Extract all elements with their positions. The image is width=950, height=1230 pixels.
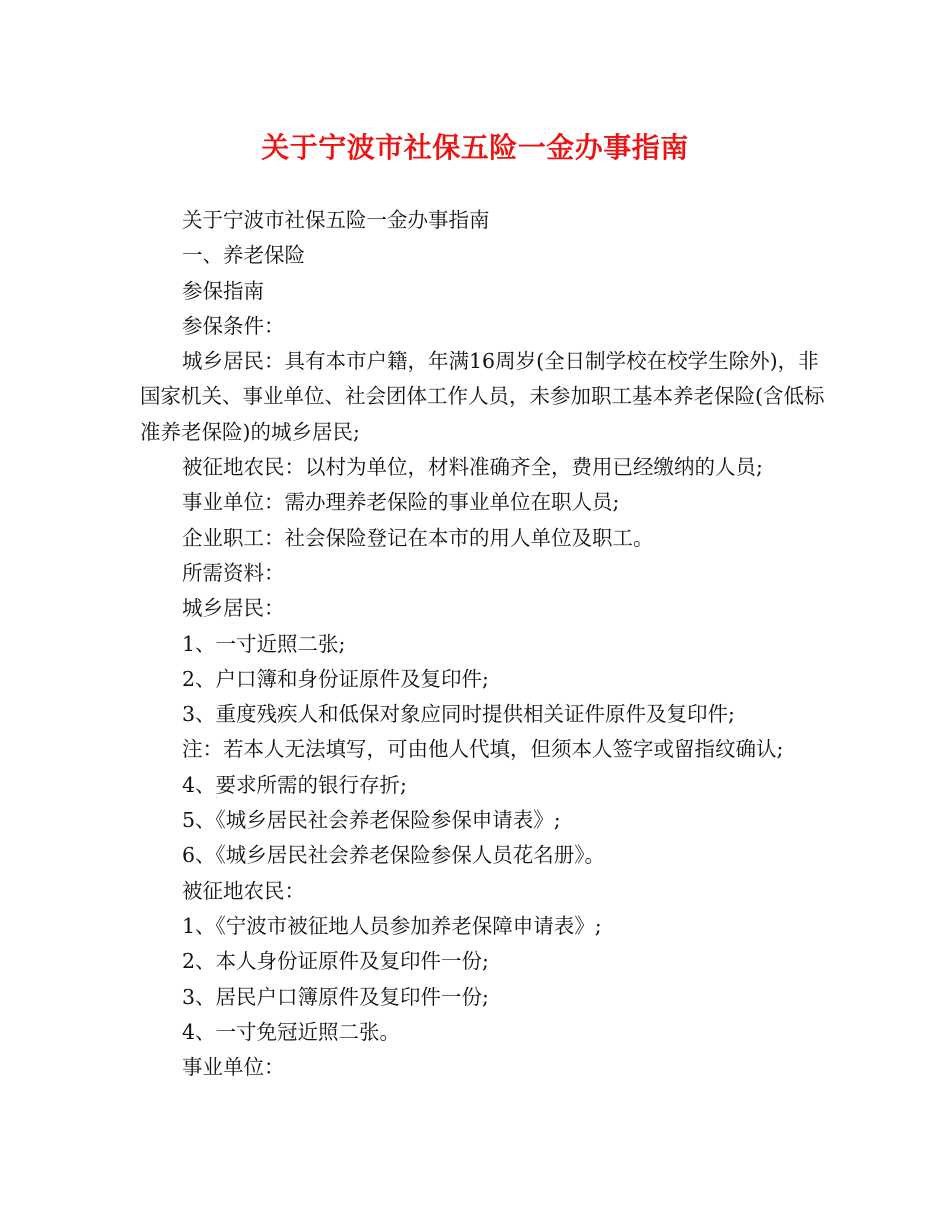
list-item: 4、一寸免冠近照二张。 — [182, 1019, 401, 1044]
paragraph: 所需资料： — [182, 560, 285, 585]
list-item: 5、《城乡居民社会养老保险参保申请表》; — [182, 808, 561, 833]
paragraph: 参保条件： — [182, 313, 285, 338]
document-title: 关于宁波市社保五险一金办事指南 — [261, 131, 689, 164]
list-item: 3、居民户口簿原件及复印件一份; — [182, 984, 489, 1009]
paragraph: 事业单位：需办理养老保险的事业单位在职人员; — [182, 490, 620, 515]
paragraph: 参保指南 — [182, 278, 264, 303]
list-item: 6、《城乡居民社会养老保险参保人员花名册》。 — [182, 843, 606, 868]
paragraph: 城乡居民：具有本市户籍，年满16周岁(全日制学校在校学生除外)，非国家机关、事业单位、社会团体工作人员，未参加职工基本养老保险(含低标准养老保险)的城乡居民; — [140, 349, 825, 444]
list-item: 1、《宁波市被征地人员参加养老保障申请表》; — [182, 913, 602, 938]
paragraph: 被征地农民： — [182, 878, 305, 903]
section-heading: 一、养老保险 — [182, 243, 305, 268]
paragraph: 事业单位： — [182, 1055, 285, 1080]
paragraph: 企业职工：社会保险登记在本市的用人单位及职工。 — [182, 525, 654, 550]
paragraph: 城乡居民： — [182, 596, 285, 621]
list-item: 2、本人身份证原件及复印件一份; — [182, 949, 489, 974]
list-item: 3、重度残疾人和低保对象应同时提供相关证件原件及复印件; — [182, 702, 735, 727]
list-item: 4、要求所需的银行存折; — [182, 772, 407, 797]
note: 注：若本人无法填写，可由他人代填，但须本人签字或留指纹确认; — [182, 737, 784, 762]
paragraph: 关于宁波市社保五险一金办事指南 — [182, 208, 490, 232]
list-item: 2、户口簿和身份证原件及复印件; — [182, 666, 489, 691]
document-body — [140, 203, 830, 1085]
list-item: 1、一寸近照二张; — [182, 631, 346, 656]
paragraph: 被征地农民：以村为单位，材料准确齐全，费用已经缴纳的人员; — [182, 455, 763, 480]
